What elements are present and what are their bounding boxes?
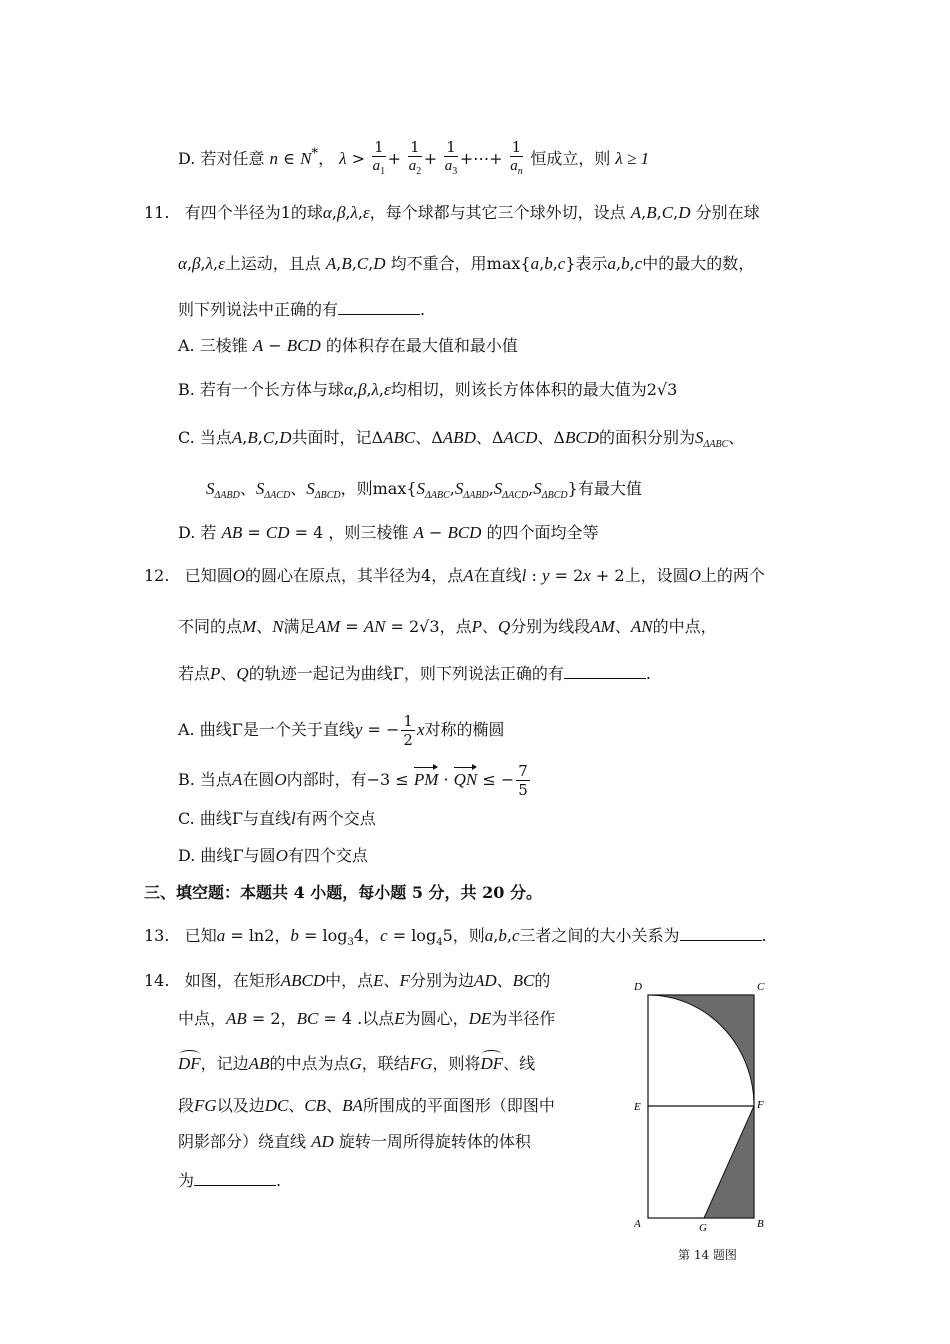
- label-a: A: [634, 1218, 641, 1230]
- q12-line1: 12. 已知圆O的圆心在原点，其半径为4，点A在直线l : y = 2x + 2上，设圆O上的两个: [144, 566, 765, 585]
- q11-option-b: B. 若有一个长方体与球α,β,λ,ε均相切，则该长方体体积的最大值为2√3: [178, 380, 678, 399]
- q14-figure: [628, 975, 778, 1240]
- label-e: E: [634, 1101, 641, 1113]
- shaded-triangle: [704, 1106, 754, 1218]
- q14-line6: 为 .: [178, 1171, 282, 1190]
- answer-blank[interactable]: [194, 1171, 276, 1186]
- q12-line3: 若点P、Q的轨迹一起记为曲线Γ，则下列说法正确的有 .: [178, 664, 651, 683]
- q11-option-a: A. 三棱锥 A − BCD 的体积存在最大值和最小值: [178, 336, 518, 355]
- q13: 13. 已知a = ln2，$b = \log_34$，$c = \log_45$，则a,b,c三者之间的大小关系为 .: [144, 926, 767, 948]
- q11-line1: 11. 有四个半径为1的球α,β,λ,ε，每个球都与其它三个球外切，设点 A,B,C,D 分别在球: [144, 203, 760, 222]
- q14-line3: DF，记边AB的中点为点G，联结FG，则将DF、线: [178, 1054, 536, 1073]
- q14-line4: 段FG以及边DC、CB、BA所围成的平面图形（即图中: [178, 1096, 555, 1115]
- q12-option-c: C. 曲线Γ与直线l有两个交点: [178, 809, 376, 828]
- answer-blank[interactable]: [338, 300, 420, 315]
- label-c: C: [757, 981, 765, 993]
- q12-option-d: D. 曲线Γ与圆O有四个交点: [178, 846, 368, 865]
- label-b: B: [757, 1218, 764, 1230]
- q14-line2: 中点，AB = 2，BC = 4 .以点E为圆心，DE为半径作: [178, 1009, 556, 1028]
- q12-option-b: B. 当点A在圆O内部时，有−3 ≤ PM · QN ≤ − $\frac{7}{5}$: [178, 762, 528, 799]
- q12-line2: 不同的点M、N满足AM = AN = 2√3，点P、Q分别为线段AM、AN的中点，: [178, 617, 717, 636]
- q11-option-c-line2: $S_{\Delta ABD}$、$S_{\Delta ACD}$、$S_{\Delta BCD}$，则$\max\{S_{\Delta ABC},S_{\Delta ABD},S_{\Delta ACD},S_{\Delta BCD}\}$有最大值: [206, 479, 642, 501]
- label-d: D: [634, 981, 642, 993]
- q11-option-c: C. 当点A,B,C,D共面时，记ΔABC、ΔABD、ΔACD、ΔBCD的面积分别为$S_{\Delta ABC}$、: [178, 428, 745, 450]
- label-g: G: [699, 1222, 707, 1234]
- shaded-cap: [648, 995, 754, 1106]
- figure-caption: 第 14 题图: [678, 1248, 737, 1262]
- q12-option-a: A. 曲线Γ是一个关于直线y = − $\frac{1}{2}$ x对称的椭圆: [178, 712, 505, 749]
- q14-line1: 14. 如图，在矩形ABCD中，点E、F分别为边AD、BC的: [144, 971, 551, 990]
- label-f: F: [757, 1099, 764, 1111]
- q11-line3: 则下列说法中正确的有 .: [178, 300, 426, 319]
- answer-blank[interactable]: [680, 926, 762, 941]
- q14-line5: 阴影部分）绕直线 AD 旋转一周所得旋转体的体积: [178, 1132, 531, 1151]
- answer-blank[interactable]: [564, 664, 646, 679]
- q10-option-d: D. 若对任意 n ∈ N*， λ > $\frac{1}{a_1}$ + $\frac{1}{a_2}$ + $\frac{1}{a_3}$ +⋯+ $\frac{1}{a_n}$ 恒成立，则 λ ≥ 1: [178, 138, 650, 177]
- q11-option-d: D. 若 AB = CD = 4 ，则三棱锥 A − BCD 的四个面均全等: [178, 523, 599, 542]
- q11-line2: α,β,λ,ε上运动，且点 A,B,C,D 均不重合，用max{a,b,c}表示a,b,c中的最大的数，: [178, 254, 755, 273]
- section-heading: 三、填空题：本题共 4 小题，每小题 5 分，共 20 分。: [144, 883, 542, 902]
